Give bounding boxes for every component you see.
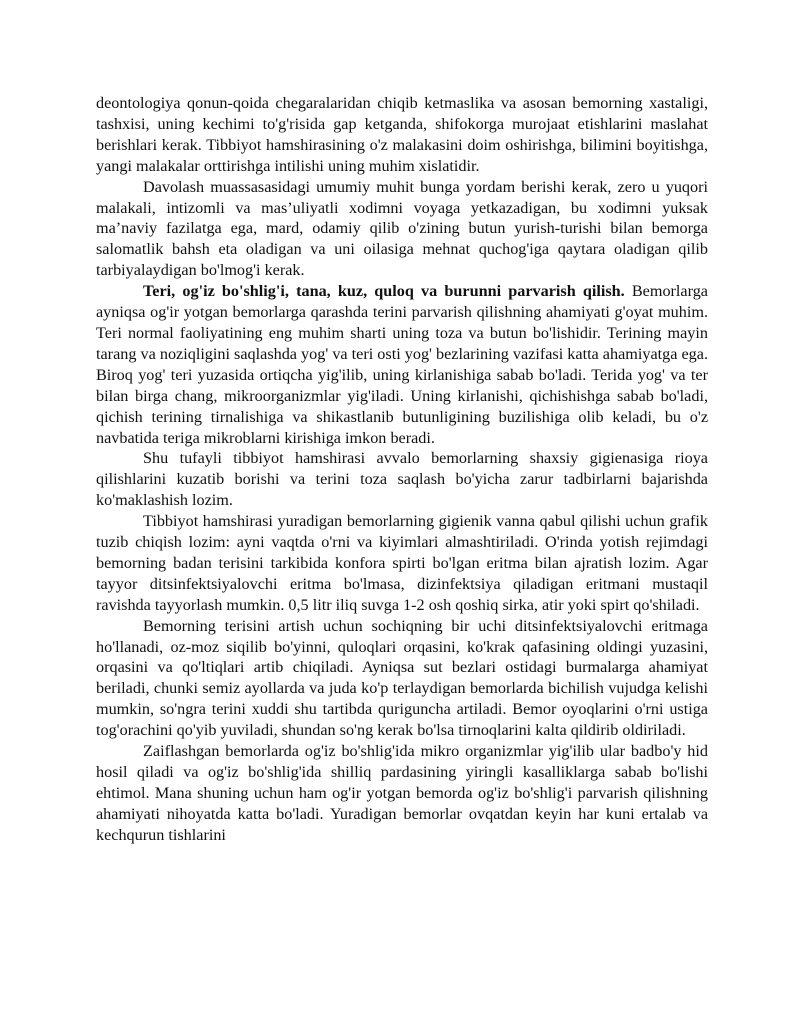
paragraph: [96, 616, 708, 741]
paragraph-text: deontologiya qonun-qoida chegaralaridan chiqib ketmaslika va asosan bemorning xastaligi, tashxisi, uning kechimi to'g'risida gap ketganda, shifokorga murojaat etishlarini maslahat berishlari kerak. Tibbiyot hamshirasining o'z malakasini doim oshirishga, bilimini boyitishga, yangi malakalar orttirishga intilishi uning muhim xislatidir.: [96, 94, 708, 175]
paragraph-text: Davolash muassasasidagi umumiy muhit bunga yordam berishi kerak, zero u yuqori malakali, intizomli va mas’uliyatli xodimni voyaga yetkazadigan, bu xodimni yuksak ma’naviy fazilatga ega, mard, odamiy qilib o'zining butun yurish-turishi bilan bemorga salomatlik bahsh eta oladigan va uni oilasiga mehnat quchog'iga qaytara oladigan qilib tarbiyalaydigan bo'lmog'i kerak.: [96, 177, 708, 280]
paragraph-text: Bemorlarga ayniqsa og'ir yotgan bemorlarga qarashda terini parvarish qilishning ahamiyati g'oyat muhim. Teri normal faoliyatining eng muhim sharti uning toza va butun bo'lishidir. Terining mayin tarang va noziqligini saqlashda yog' va teri osti yog' bezlarining vazifasi katta ahamiyatga ega. Biroq yog' teri yuzasida ortiqcha yig'ilib, uning kirlanishiga sabab bo'ladi. Terida yog' va ter bilan birga chang, mikroorganizmlar yig'iladi. Uning kirlanishi, qichishishga sabab bo'ladi, qichish terining tirnalishiga va shikastlanib butunligining buzilishiga olib keladi, bu o'z navbatida teriga mikroblarni kirishiga imkon beradi.: [96, 282, 708, 447]
section-heading: Teri, og'iz bo'shlig'i, tana, kuz, quloq va burunni parvarish qilish.: [143, 282, 625, 301]
paragraph: [96, 511, 708, 616]
paragraph: [96, 741, 708, 846]
document-page: [96, 93, 708, 846]
section-paragraph: [96, 281, 708, 448]
paragraph-text: Shu tufayli tibbiyot hamshirasi avvalo bemorlarning shaxsiy gigienasiga rioya qilishlarini kuzatib borishi va terini toza saqlash bo'yicha zarur tadbirlarni bajarishda ko'maklashish lozim.: [96, 449, 708, 510]
paragraph-text: Tibbiyot hamshirasi yuradigan bemorlarning gigienik vanna qabul qilishi uchun grafik tuzib chiqish lozim: ayni vaqtda o'rni va kiyimlari almashtiriladi. O'rinda yotish rejimdagi bemorning badan terisini tarkibida konfora spirti bo'lgan eritma bilan ajratish lozim. Agar tayyor ditsinfektsiyalovchi eritma bo'lmasa, dizinfektsiya qiladigan eritmani mustaqil ravishda tayyorlash mumkin. 0,5 litr iliq suvga 1-2 osh qoshiq sirka, atir yoki spirt qo'shiladi.: [96, 512, 708, 614]
paragraph-text: Zaiflashgan bemorlarda og'iz bo'shlig'ida mikro organizmlar yig'ilib ular badbo'y hid hosil qiladi va og'iz bo'shlig'ida shilliq pardasining yiringli kasalliklarga sabab bo'lishi ehtimol. Mana shuning uchun ham og'ir yotgan bemorda og'iz bo'shlig'i parvarish qilishning ahamiyati nihoyatda katta bo'ladi. Yuradigan bemorlar ovqatdan keyin har kuni ertalab va kechqurun tishlarini: [96, 742, 708, 844]
paragraph-continuation: [96, 93, 708, 177]
paragraph: [96, 177, 708, 282]
paragraph-text: Bemorning terisini artish uchun sochiqning bir uchi ditsinfektsiyalovchi eritmaga ho'llanadi, oz-moz siqilib bo'yinni, quloqlari orqasini, ko'krak qafasining oldingi yuzasini, orqasini va qo'ltiqlari artib chiqiladi. Ayniqsa sut bezlari ostidagi burmalarga ahamiyat beriladi, chunki semiz ayollarda va juda ko'p terlaydigan bemorlarda bichilish vujudga kelishi mumkin, so'ngra terini xuddi shu tartibda qurigunchа artiladi. Bemor oyoqlarini o'rni ustiga tog'orachini qo'yib yuviladi, shundan so'ng kerak bo'lsa tirnoqlarini kalta qildirib oldiriladi.: [96, 616, 708, 740]
paragraph: [96, 448, 708, 511]
